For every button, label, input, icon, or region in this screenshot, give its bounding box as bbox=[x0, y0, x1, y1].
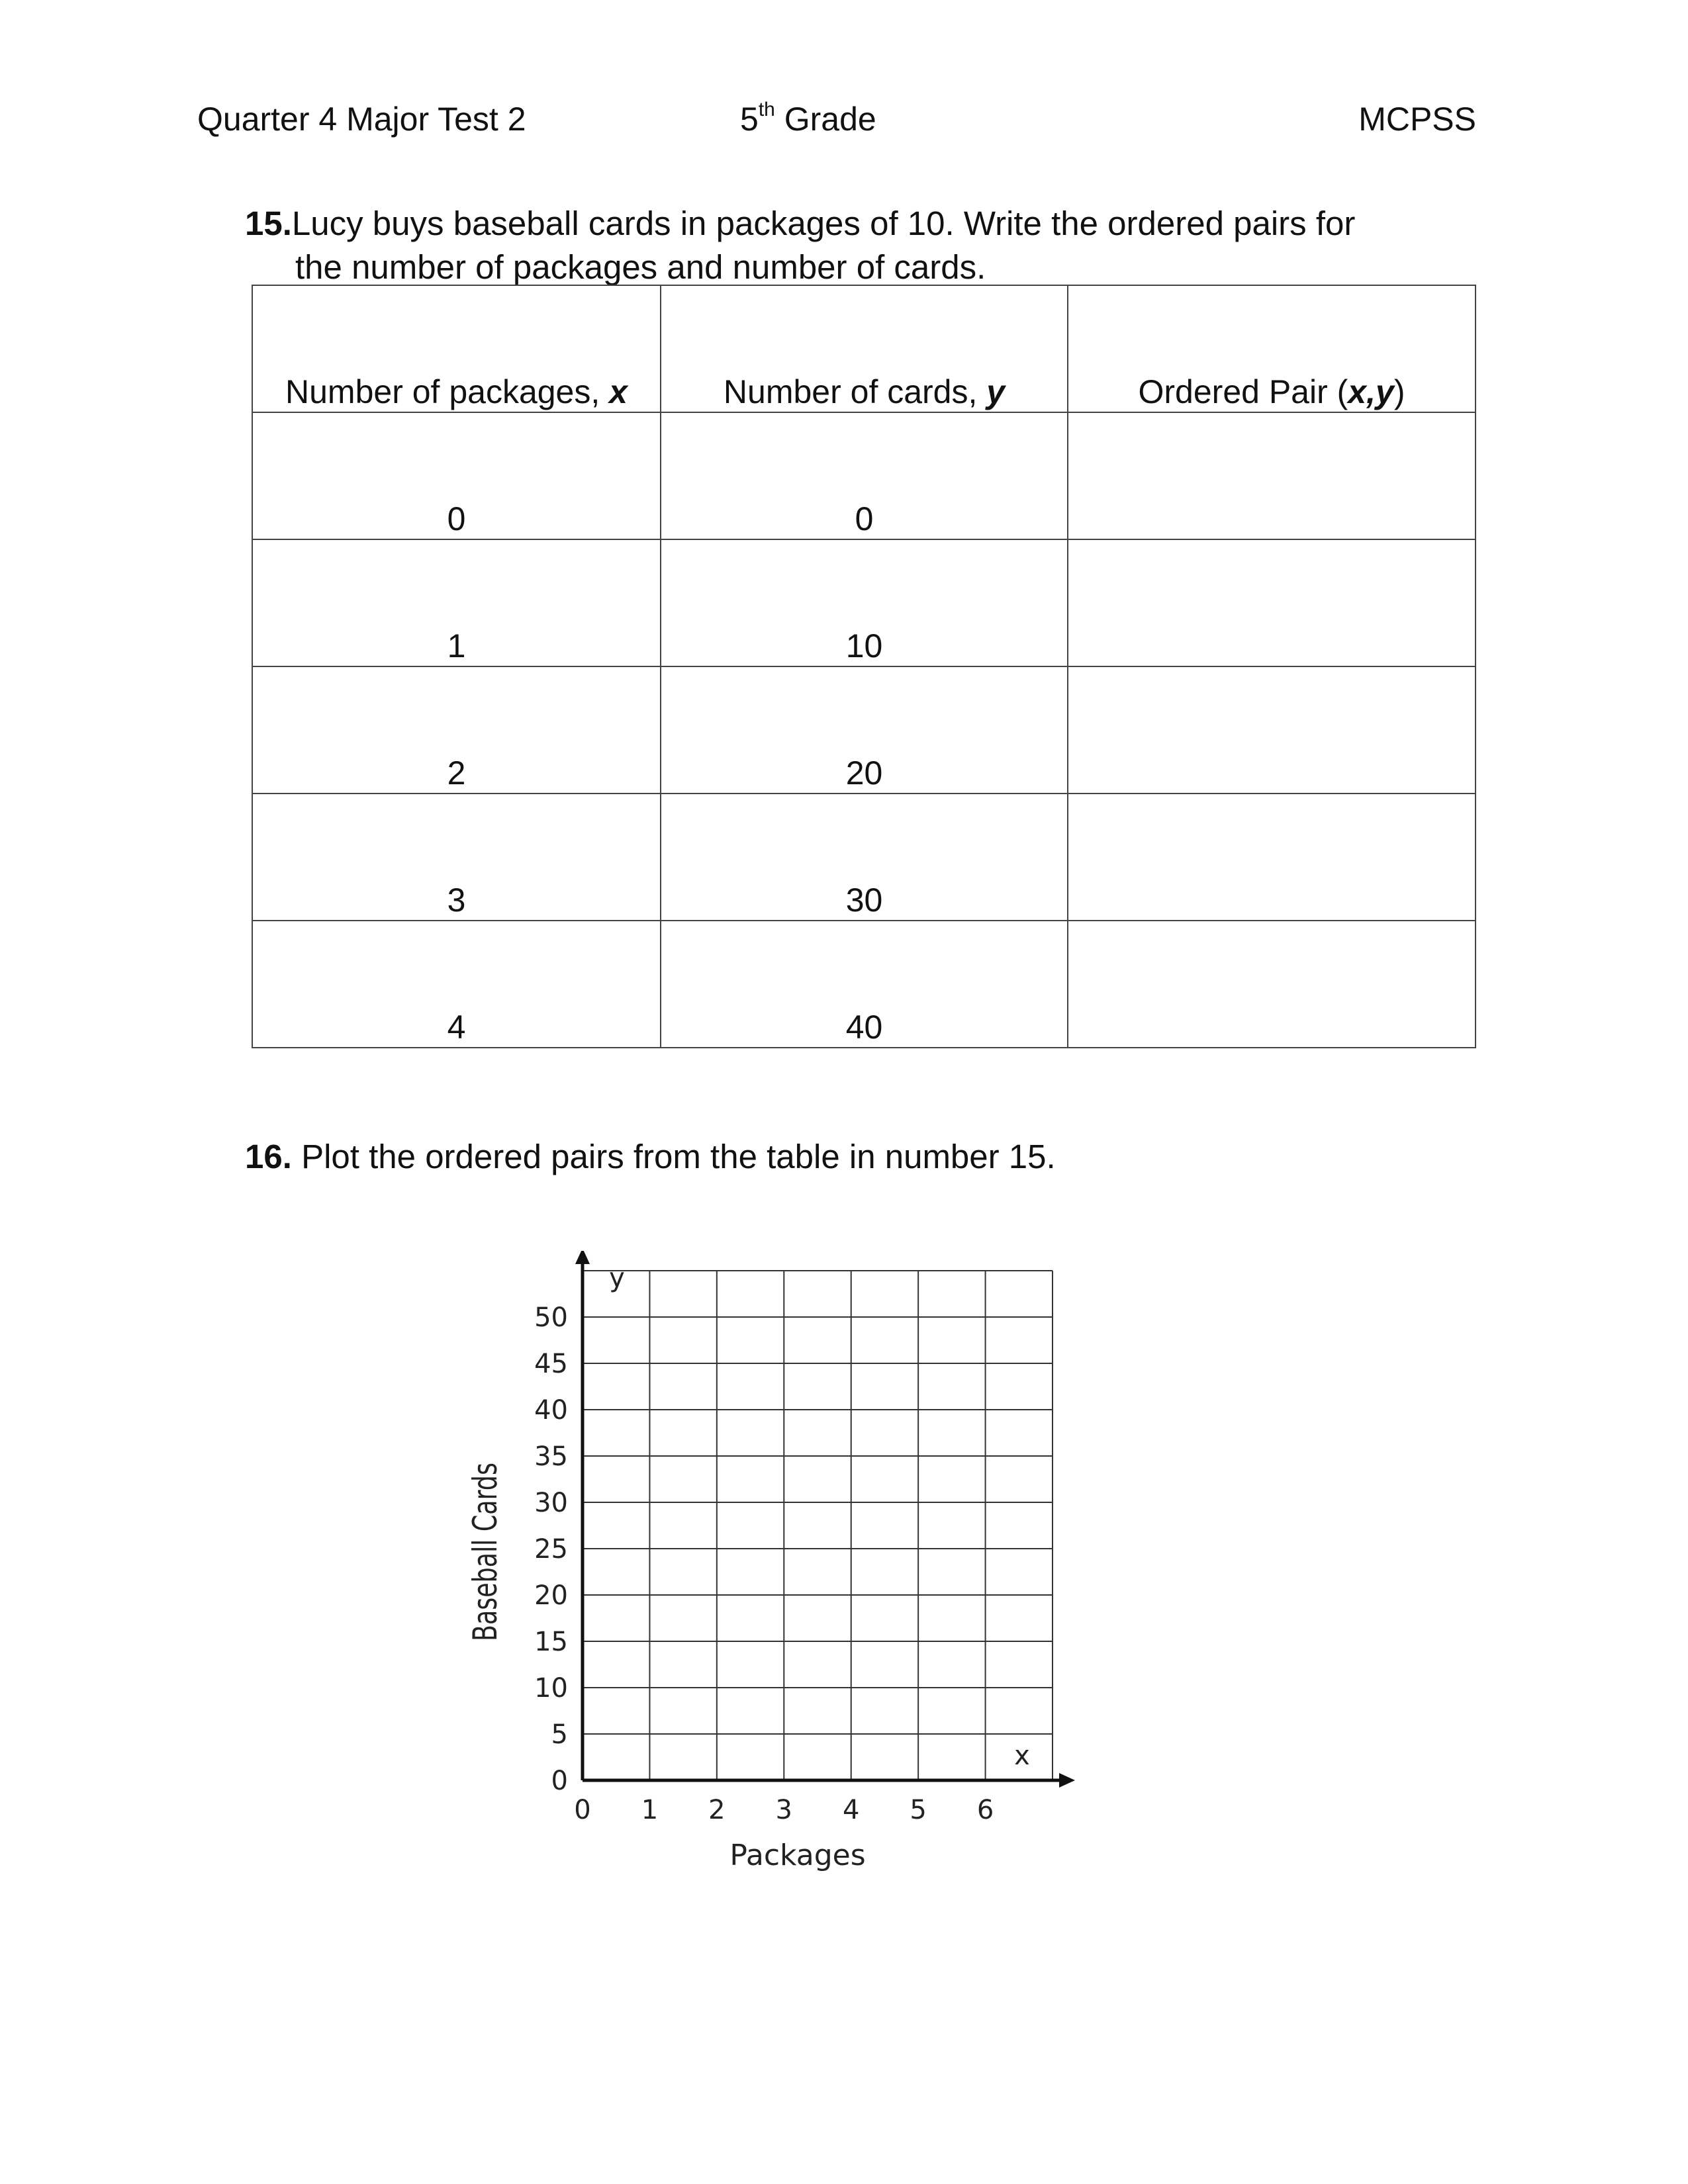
y-tick-label: 10 bbox=[534, 1673, 568, 1704]
x-axis-letter: x bbox=[1014, 1741, 1030, 1771]
y-tick-label: 40 bbox=[534, 1395, 568, 1426]
cell-packages: 1 bbox=[252, 539, 661, 666]
y-tick-label: 50 bbox=[534, 1302, 568, 1333]
question-15-number: 15. bbox=[245, 205, 292, 242]
cell-cards: 20 bbox=[661, 666, 1068, 794]
y-tick-label: 20 bbox=[534, 1580, 568, 1611]
x-tick-label: 6 bbox=[976, 1795, 994, 1825]
x-tick-label: 1 bbox=[641, 1795, 659, 1825]
cell-ordered-pair-answer[interactable] bbox=[1068, 794, 1476, 921]
y-axis-arrow-icon bbox=[575, 1251, 590, 1264]
y-tick-label: 5 bbox=[551, 1719, 568, 1750]
cell-cards: 40 bbox=[661, 921, 1068, 1048]
y-tick-label: 25 bbox=[534, 1534, 568, 1565]
grid-lines bbox=[583, 1271, 1053, 1780]
table-row bbox=[252, 666, 1476, 794]
header-test-title: Quarter 4 Major Test 2 bbox=[197, 101, 526, 138]
y-tick-label: 15 bbox=[534, 1627, 568, 1657]
cell-ordered-pair-answer[interactable] bbox=[1068, 539, 1476, 666]
header-ordered-pair: Ordered Pair (x,y) bbox=[1068, 285, 1476, 412]
x-tick-label: 5 bbox=[910, 1795, 927, 1825]
question-16 bbox=[245, 1135, 1056, 1179]
cell-cards: 30 bbox=[661, 794, 1068, 921]
x-tick-label: 0 bbox=[574, 1795, 591, 1825]
table-row bbox=[252, 412, 1476, 539]
cell-packages: 4 bbox=[252, 921, 661, 1048]
cell-cards: 10 bbox=[661, 539, 1068, 666]
header-cards: Number of cards, y bbox=[661, 285, 1068, 412]
question-15-line1: Lucy buys baseball cards in packages of 10. Write the ordered pairs for bbox=[291, 205, 1356, 242]
x-axis-arrow-icon bbox=[1059, 1773, 1075, 1788]
y-axis-title: Baseball Cards bbox=[466, 1396, 504, 1641]
header-district: MCPSS bbox=[1358, 101, 1476, 138]
coordinate-grid-chart[interactable] bbox=[450, 1251, 1086, 1899]
x-tick-label: 4 bbox=[842, 1795, 860, 1825]
question-16-text: Plot the ordered pairs from the table in number 15. bbox=[301, 1138, 1056, 1175]
header-grade bbox=[740, 99, 876, 139]
x-tick-label: 3 bbox=[775, 1795, 793, 1825]
cell-packages: 3 bbox=[252, 794, 661, 921]
table-row bbox=[252, 921, 1476, 1048]
header-packages: Number of packages, x bbox=[252, 285, 661, 412]
table-row bbox=[252, 794, 1476, 921]
y-tick-label: 30 bbox=[534, 1488, 568, 1518]
cell-ordered-pair-answer[interactable] bbox=[1068, 921, 1476, 1048]
table-row bbox=[252, 539, 1476, 666]
cell-packages: 2 bbox=[252, 666, 661, 794]
grade-word: Grade bbox=[784, 101, 876, 138]
question-16-number: 16. bbox=[245, 1138, 292, 1175]
y-tick-label: 0 bbox=[551, 1766, 568, 1796]
cell-packages: 0 bbox=[252, 412, 661, 539]
x-axis-title: Packages bbox=[729, 1839, 866, 1872]
y-tick-label: 45 bbox=[534, 1349, 568, 1379]
question-15 bbox=[245, 202, 1489, 289]
y-tick-label: 35 bbox=[534, 1441, 568, 1472]
x-tick-label: 2 bbox=[708, 1795, 726, 1825]
cell-ordered-pair-answer[interactable] bbox=[1068, 412, 1476, 539]
question-15-line2: the number of packages and number of cards. bbox=[295, 248, 986, 286]
y-axis-letter: y bbox=[609, 1263, 625, 1293]
ordered-pairs-table bbox=[252, 285, 1476, 1048]
cell-ordered-pair-answer[interactable] bbox=[1068, 666, 1476, 794]
table-header-row bbox=[252, 285, 1476, 412]
tick-labels bbox=[534, 1302, 994, 1825]
grade-number: 5 bbox=[740, 101, 759, 138]
cell-cards: 0 bbox=[661, 412, 1068, 539]
grade-suffix: th bbox=[758, 99, 775, 120]
